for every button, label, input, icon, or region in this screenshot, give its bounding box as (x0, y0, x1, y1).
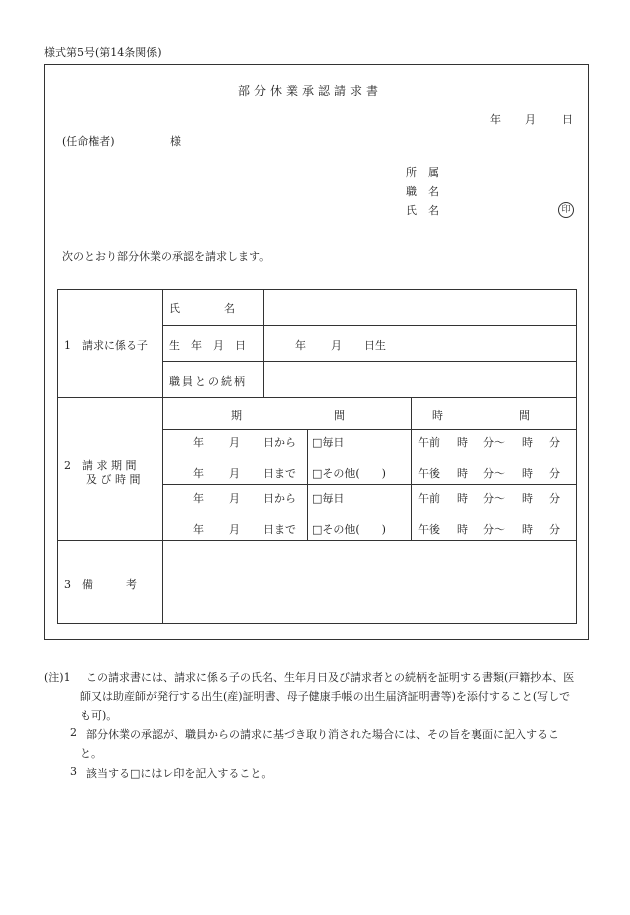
relation-label: 職員との続柄 (169, 375, 247, 388)
addressee-honorific: 様 (170, 135, 181, 148)
row3-ampm: 午前 (418, 492, 440, 505)
table-right-border (576, 289, 577, 624)
row1-hour-start: 時 (457, 436, 468, 449)
s1-row-divider-1 (162, 325, 577, 326)
row2-hour-start: 時 (457, 467, 468, 480)
row2-checkbox[interactable]: □その他( ) (312, 467, 386, 480)
applicant-name-label: 氏 名 (406, 204, 439, 217)
row4-year: 年 (193, 523, 204, 536)
row4-month: 月 (229, 523, 240, 536)
section1-label: 1 請求に係る子 (64, 339, 148, 352)
row1-ampm: 午前 (418, 436, 440, 449)
birth-month-label: 月 (331, 339, 342, 352)
note-3-number: 3 (70, 765, 77, 778)
row2-hour-end: 時 (522, 467, 533, 480)
row4-hour-start: 時 (457, 523, 468, 536)
row1-checkbox[interactable]: □毎日 (312, 436, 345, 449)
row4-ampm: 午後 (418, 523, 440, 536)
row3-minute-start: 分〜 (483, 492, 505, 505)
time-header-right: 間 (519, 409, 530, 422)
date-year-label: 年 (490, 113, 501, 126)
birth-year-label: 年 (295, 339, 306, 352)
child-name-label: 氏 名 (169, 302, 235, 315)
row2-minute-end: 分 (549, 467, 560, 480)
applicant-position-label: 職 名 (406, 185, 439, 198)
notes-prefix: (注)1 (44, 671, 71, 684)
note-3-text: 該当する□にはレ印を記入すること。 (86, 767, 273, 780)
applicant-dept-label: 所 属 (406, 166, 439, 179)
seal-mark: 印 (558, 202, 574, 218)
row1-minute-start: 分〜 (483, 436, 505, 449)
row2-minute-start: 分〜 (483, 467, 505, 480)
note-2-text: 部分休業の承認が、職員からの請求に基づき取り消された場合には、その旨を裏面に記入すること。 (80, 728, 559, 760)
addressee-label: (任命権者) (62, 135, 115, 148)
s2-header-divider (162, 429, 577, 430)
period-header-left: 期 (231, 409, 242, 422)
row3-hour-start: 時 (457, 492, 468, 505)
note-2-number: 2 (70, 726, 77, 739)
row3-checkbox[interactable]: □毎日 (312, 492, 345, 505)
row3-minute-end: 分 (549, 492, 560, 505)
row4-checkbox[interactable]: □その他( ) (312, 523, 386, 536)
row2-month: 月 (229, 467, 240, 480)
row1-minute-end: 分 (549, 436, 560, 449)
row1-month: 月 (229, 436, 240, 449)
section3-label: 3 備 考 (64, 578, 137, 591)
row3-hour-end: 時 (522, 492, 533, 505)
form-title: 部分休業承認請求書 (238, 84, 383, 98)
row1-hour-end: 時 (522, 436, 533, 449)
date-day-label: 日 (562, 113, 573, 126)
note-1-text: この請求書には、請求に係る子の氏名、生年月日及び請求者との続柄を証明する書類(戸籍抄本、医師又は助産師が発行する出生(産)証明書、母子健康手帳の出生届済証明書等)を添付すること(写しでも可)。 (80, 671, 575, 722)
s1-column-divider (263, 289, 264, 398)
table-left-border (57, 289, 58, 624)
section1-bottom-border (57, 397, 577, 398)
row3-day: 日から (263, 492, 296, 505)
birth-day-suffix: 日生 (364, 339, 386, 352)
row1-year: 年 (193, 436, 204, 449)
row2-year: 年 (193, 467, 204, 480)
row1-day: 日から (263, 436, 296, 449)
table-bottom-border (57, 623, 577, 624)
form-number: 様式第5号(第14条関係) (44, 46, 162, 59)
table-label-column-divider (162, 289, 163, 624)
row3-year: 年 (193, 492, 204, 505)
date-month-label: 月 (525, 113, 536, 126)
section2-label-line2: 及 び 時 間 (86, 473, 141, 486)
row4-hour-end: 時 (522, 523, 533, 536)
section2-bottom-border (57, 540, 577, 541)
time-header-left: 時 (432, 409, 443, 422)
intro-text: 次のとおり部分休業の承認を請求します。 (62, 250, 271, 263)
section2-label-line1: 2 請 求 期 間 (64, 459, 137, 472)
row4-day: 日まで (263, 523, 296, 536)
s2-time-column-divider (411, 397, 412, 540)
row2-ampm: 午後 (418, 467, 440, 480)
row4-minute-start: 分〜 (483, 523, 505, 536)
row2-day: 日まで (263, 467, 296, 480)
table-top-border (57, 289, 577, 290)
s2-group-divider (162, 484, 577, 485)
child-birth-label: 生 年 月 日 (169, 339, 246, 352)
period-header-right: 間 (334, 409, 345, 422)
row4-minute-end: 分 (549, 523, 560, 536)
s1-row-divider-2 (162, 361, 577, 362)
row3-month: 月 (229, 492, 240, 505)
